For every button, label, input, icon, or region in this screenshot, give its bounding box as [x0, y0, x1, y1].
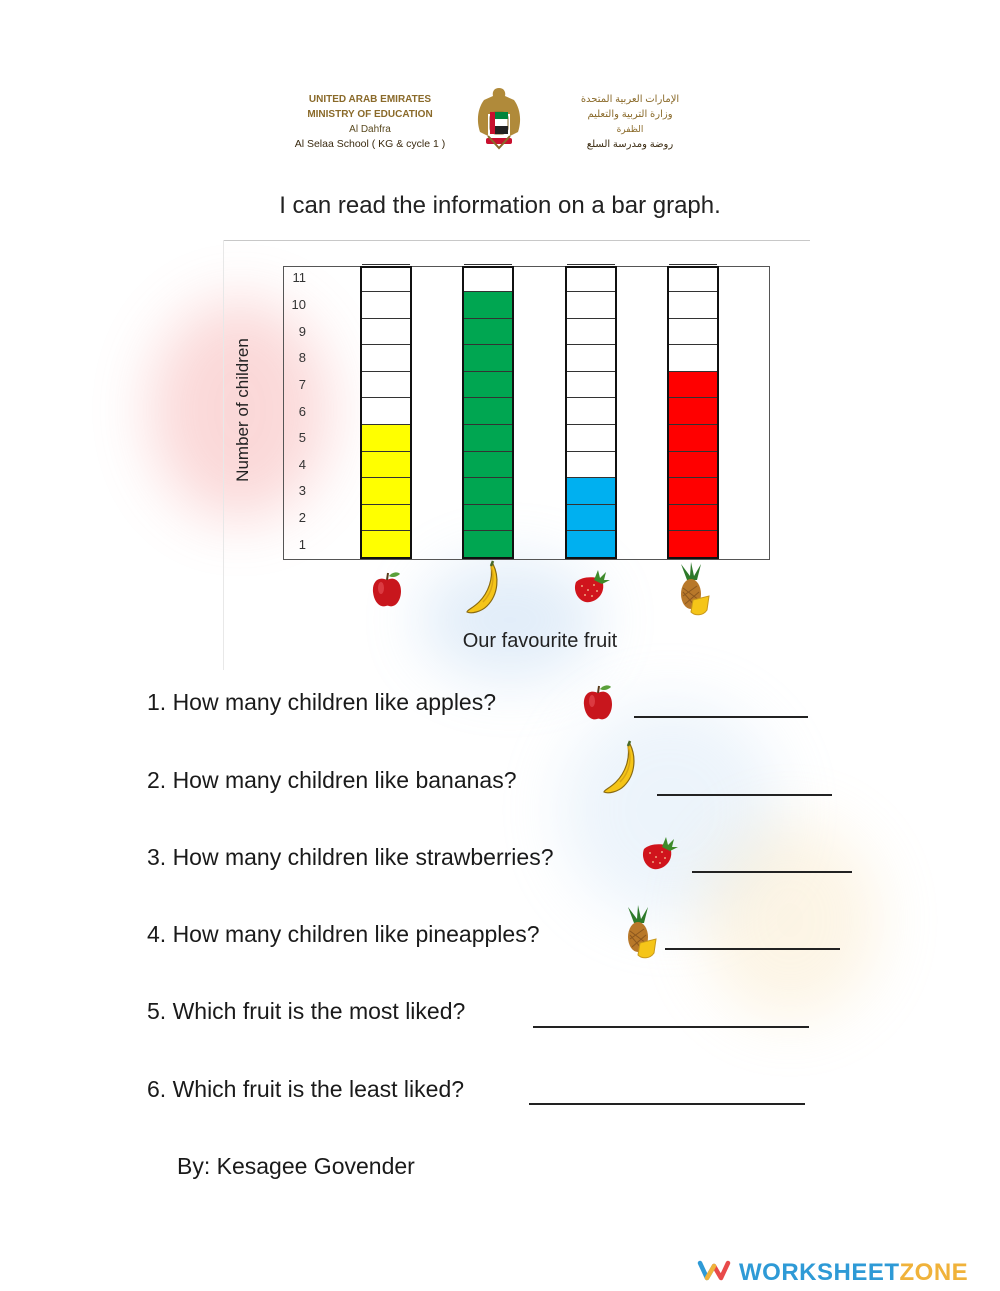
apple-icon — [369, 570, 405, 615]
bar-pineapple — [667, 266, 719, 559]
y-tick-label: 8 — [298, 350, 306, 366]
bar-cell — [567, 530, 615, 557]
x-axis-label: Our favourite fruit — [462, 630, 618, 652]
header-country-ar: الإمارات العربية المتحدة — [580, 94, 680, 105]
question-3: 3. How many children like strawberries? — [147, 844, 554, 870]
bar-cell — [362, 344, 410, 371]
banana-icon — [600, 740, 640, 801]
bar-cell — [669, 264, 717, 291]
bar-cell — [567, 371, 615, 398]
header-region-ar: الظفرة — [616, 124, 644, 134]
y-axis-label: Number of children — [233, 338, 252, 482]
bar-cell — [362, 291, 410, 318]
bar-cell — [464, 477, 512, 504]
bar-cell — [362, 264, 410, 291]
header-region: Al Dahfra — [349, 124, 391, 135]
bar-cell — [669, 397, 717, 424]
chart-frame-edge — [223, 240, 224, 670]
bar-cell — [567, 318, 615, 345]
bar-cell — [669, 424, 717, 451]
header-arabic — [555, 92, 705, 152]
bar-cell — [567, 451, 615, 478]
header-school: Al Selaa School ( KG & cycle 1 ) — [294, 138, 446, 150]
bar-cell — [362, 530, 410, 557]
strawberry-icon — [570, 568, 610, 611]
y-tick-label: 4 — [298, 456, 306, 472]
bar-apple — [360, 266, 412, 559]
answer-blank-3[interactable] — [692, 871, 852, 873]
uae-emblem-icon — [474, 84, 524, 154]
bar-cell — [669, 318, 717, 345]
bar-cell — [669, 344, 717, 371]
y-tick-label: 5 — [298, 430, 306, 446]
y-tick-label: 1 — [298, 536, 306, 552]
bar-cell — [567, 344, 615, 371]
bar-cell — [567, 291, 615, 318]
answer-blank-1[interactable] — [634, 716, 808, 718]
question-1: 1. How many children like apples? — [147, 689, 497, 715]
author-credit: By: Kesagee Govender — [177, 1153, 415, 1179]
bar-cell — [464, 504, 512, 531]
bar-cell — [464, 397, 512, 424]
bar-cell — [464, 451, 512, 478]
question-2: 2. How many children like bananas? — [147, 767, 517, 793]
bar-cell — [464, 264, 512, 291]
header-school-ar: روضة ومدرسة السلع — [586, 139, 674, 150]
bar-cell — [362, 424, 410, 451]
bar-cell — [362, 371, 410, 398]
pineapple-icon — [673, 562, 713, 623]
question-6: 6. Which fruit is the least liked? — [147, 1076, 465, 1102]
bar-cell — [669, 291, 717, 318]
bar-cell — [669, 504, 717, 531]
bar-cell — [362, 477, 410, 504]
answer-blank-2[interactable] — [657, 794, 832, 796]
bar-cell — [567, 424, 615, 451]
y-tick-label: 2 — [298, 510, 306, 526]
bar-cell — [567, 504, 615, 531]
y-tick-label: 7 — [298, 376, 306, 392]
bar-strawberry — [565, 266, 617, 559]
bar-cell — [464, 530, 512, 557]
question-5: 5. Which fruit is the most liked? — [147, 998, 466, 1024]
header-country: UNITED ARAB EMIRATES — [308, 94, 432, 105]
header-english — [270, 92, 470, 152]
bar-cell — [669, 477, 717, 504]
answer-blank-5[interactable] — [533, 1026, 809, 1028]
y-tick-label: 9 — [298, 323, 306, 339]
y-tick-label: 3 — [298, 483, 306, 499]
bar-cell — [362, 397, 410, 424]
background-wash — [700, 820, 880, 1020]
banana-icon — [463, 560, 503, 621]
bar-cell — [567, 264, 615, 291]
bar-cell — [464, 371, 512, 398]
header-ministry: MINISTRY OF EDUCATION — [307, 109, 433, 120]
answer-blank-6[interactable] — [529, 1103, 805, 1105]
bar-cell — [669, 530, 717, 557]
page-title: I can read the information on a bar graph. — [279, 192, 721, 219]
y-tick-label: 11 — [292, 270, 306, 286]
bar-cell — [567, 477, 615, 504]
bar-cell — [464, 291, 512, 318]
strawberry-icon — [638, 835, 678, 878]
bar-cell — [362, 318, 410, 345]
bar-cell — [669, 371, 717, 398]
divider — [223, 240, 810, 241]
bar-cell — [669, 451, 717, 478]
header-ministry-ar: وزارة التربية والتعليم — [587, 109, 673, 120]
bar-cell — [362, 451, 410, 478]
bar-cell — [464, 424, 512, 451]
y-tick-label: 6 — [298, 403, 306, 419]
bar-cell — [362, 504, 410, 531]
bar-cell — [567, 397, 615, 424]
w-logo-icon — [697, 1258, 731, 1287]
brand-name: WORKSHEETZONE — [739, 1258, 969, 1286]
bar-banana — [462, 266, 514, 559]
bar-cell — [464, 344, 512, 371]
y-tick-label: 10 — [291, 296, 306, 312]
pineapple-icon — [620, 905, 660, 966]
question-4: 4. How many children like pineapples? — [147, 921, 540, 947]
worksheetzone-brand[interactable] — [697, 1258, 968, 1287]
bar-cell — [464, 318, 512, 345]
apple-icon — [580, 683, 616, 728]
answer-blank-4[interactable] — [665, 948, 840, 950]
